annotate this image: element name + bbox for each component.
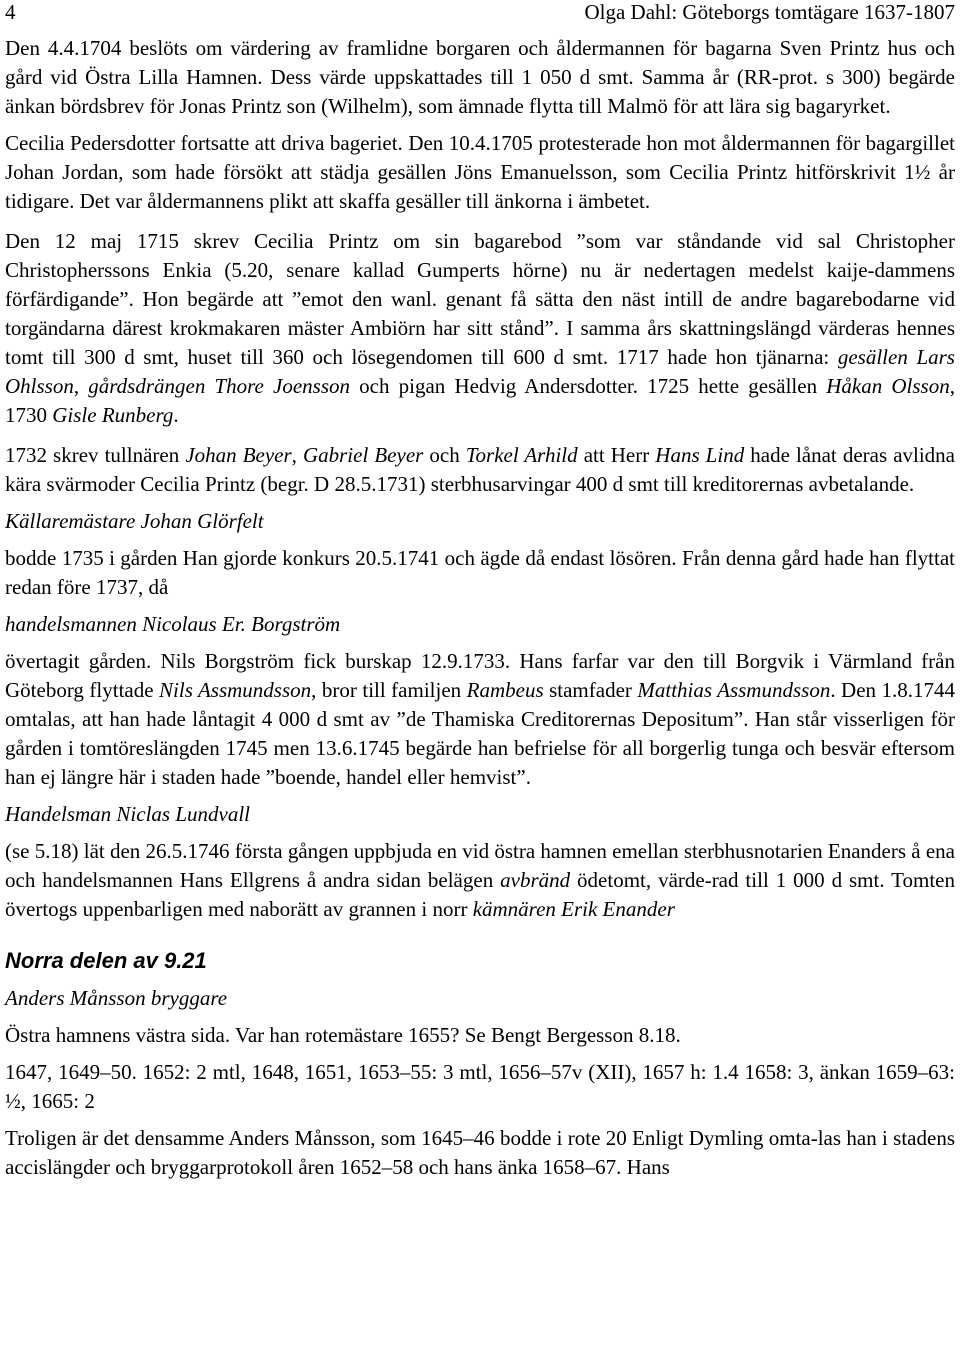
person-name: Torkel Arhild — [465, 443, 578, 467]
section-heading: Norra delen av 9.21 — [5, 948, 207, 973]
text-segment: 1732 skrev tullnären — [5, 443, 186, 467]
person-name: Nils Assmundsson — [159, 678, 312, 702]
paragraph-valuation-1704: Den 4.4.1704 beslöts om värdering av framlidne borgaren och åldermannen för bagarna Sven Printz hus och gård vid Östra Lilla Hamnen. Dess värde uppskattades till 1 050 d smt. Samma år (RR-prot. s 300) begärde änkan bördsbrev för Jonas Printz son (Wilhelm), som ämnade flytta till Malmö för att lära sig bagaryrket. — [5, 36, 955, 118]
text-segment: . — [173, 403, 179, 427]
owner-name: Handelsman Niclas Lundvall — [5, 802, 250, 826]
paragraph-borgstrom — [5, 647, 955, 792]
document-page — [5, 0, 955, 1182]
servant-name: Gisle Runberg — [52, 403, 174, 427]
owner-title — [5, 610, 955, 639]
owner-title — [5, 984, 955, 1013]
text-segment: hade lånat deras avlidna kära svärmoder Cecilia Printz (begr. D 28.5.1731) sterbhusarvingar 400 d smt till kreditorernas avbetalande. — [5, 443, 956, 496]
owner-name: Källaremästare Johan Glörfelt — [5, 509, 264, 533]
owner-name: handelsmannen Nicolaus Er. Borgström — [5, 612, 341, 636]
person-name: Rambeus — [466, 678, 544, 702]
person-name: Johan Beyer — [185, 443, 292, 467]
text-segment: övertagit gården. Nils Borgström fick burskap 12.9.1733. Hans farfar var den till Borgvik i Värmland från Göteborg flyttade — [5, 649, 955, 702]
paragraph-tax-records: 1647, 1649–50. 1652: 2 mtl, 1648, 1651, 1653–55: 3 mtl, 1656–57v (XII), 1657 h: 1.4 1658: 3, änkan 1659–63: ½, 1665: 2 — [5, 1060, 955, 1113]
text-segment: , bror till familjen — [311, 678, 467, 702]
paragraph-lundvall — [5, 837, 955, 924]
paragraph-cecilia-1705: Cecilia Pedersdotter fortsatte att driva bageriet. Den 10.4.1705 protesterade hon mot åldermannen för bagargillet Johan Jordan, som hade försökt att städja gesällen Jöns Emanuelsson, som Cecilia Printz hitförskrivit 1½ år tidigare. Det var åldermannens plikt att skaffa gesäller till änkorna i ämbetet. — [5, 131, 955, 213]
owner-name: Anders Månsson bryggare — [5, 986, 228, 1010]
text-segment: och — [423, 443, 466, 467]
paragraph-1732 — [5, 441, 955, 499]
person-name: kämnären Erik Enander — [472, 897, 675, 921]
emphasis-word: avbränd — [500, 868, 571, 892]
servant-name: gesällen Lars Ohlsson — [5, 345, 955, 398]
owner-title — [5, 507, 955, 536]
text-segment: och pigan Hedvig Andersdotter. 1725 hette gesällen — [350, 374, 827, 398]
owner-title — [5, 800, 955, 829]
page-number: 4 — [5, 0, 16, 24]
running-title: Olga Dahl: Göteborgs tomtägare 1637-1807 — [584, 0, 955, 24]
text-segment: , — [291, 443, 303, 467]
servant-name: gårdsdrängen Thore Joensson — [88, 374, 351, 398]
paragraph-1715 — [5, 227, 955, 430]
servant-name: Håkan Olsson — [826, 374, 950, 398]
text-segment: , — [73, 374, 89, 398]
text-segment: Den 12 maj 1715 skrev Cecilia Printz om sin bagarebod ”som var ståndande vid sal Christopher Christopherssons Enkia (5.20, senare kallad Gumperts hörne) nu är nedertagen medelst kaije-dammens förfärdigande”. Hon begärde att ”emot den wanl. genant få sätta den näst intill de andre bagarebodarne vid torgändarna därest krokmakaren mäster Ambiörn har sitt stånd”. I samma års skattningslängd värderas hennes tomt till 300 d smt, huset till 360 och lösegendomen till 600 d smt. 1717 hade hon tjänarna: — [5, 229, 955, 369]
text-segment: , 1730 — [5, 374, 955, 427]
paragraph-anders: Troligen är det densamme Anders Månsson, som 1645–46 bodde i rote 20 Enligt Dymling omta-las han i stadens accislängder och bryggarprotokoll åren 1652–58 och hans änka 1658–67. Hans — [5, 1126, 955, 1179]
text-segment: (se 5.18) lät den 26.5.1746 första gången uppbjuda en vid östra hamnen emellan sterbhusnotarien Enanders å ena och handelsmannen Hans Ellgrens å andra sidan belägen — [5, 839, 955, 892]
text-segment: . Den 1.8.1744 omtalas, att han hade låntagit 4 000 d smt av ”de Thamiska Creditorernas Depositum”. Han står visserligen för gården i tomtöreslängden 1745 men 13.6.1745 begärde han befrielse för all borgerlig tunga och besvär eftersom han ej längre här i staden hade ”boende, handel eller hemvist”. — [5, 678, 956, 789]
text-segment: stamfader — [543, 678, 638, 702]
paragraph-location: Östra hamnens västra sida. Var han rotemästare 1655? Se Bengt Bergesson 8.18. — [5, 1023, 681, 1047]
paragraph-1735: bodde 1735 i gården Han gjorde konkurs 20.5.1741 och ägde då endast lösören. Från denna gård hade han flyttat redan före 1737, då — [5, 546, 955, 599]
person-name: Gabriel Beyer — [302, 443, 424, 467]
text-segment: ödetomt, värde-rad till 1 000 d smt. Tomten övertogs uppenbarligen med naborätt av grannen i norr — [5, 868, 955, 921]
text-segment: att Herr — [577, 443, 656, 467]
running-header — [5, 0, 955, 34]
person-name: Hans Lind — [655, 443, 745, 467]
person-name: Matthias Assmundsson — [637, 678, 831, 702]
